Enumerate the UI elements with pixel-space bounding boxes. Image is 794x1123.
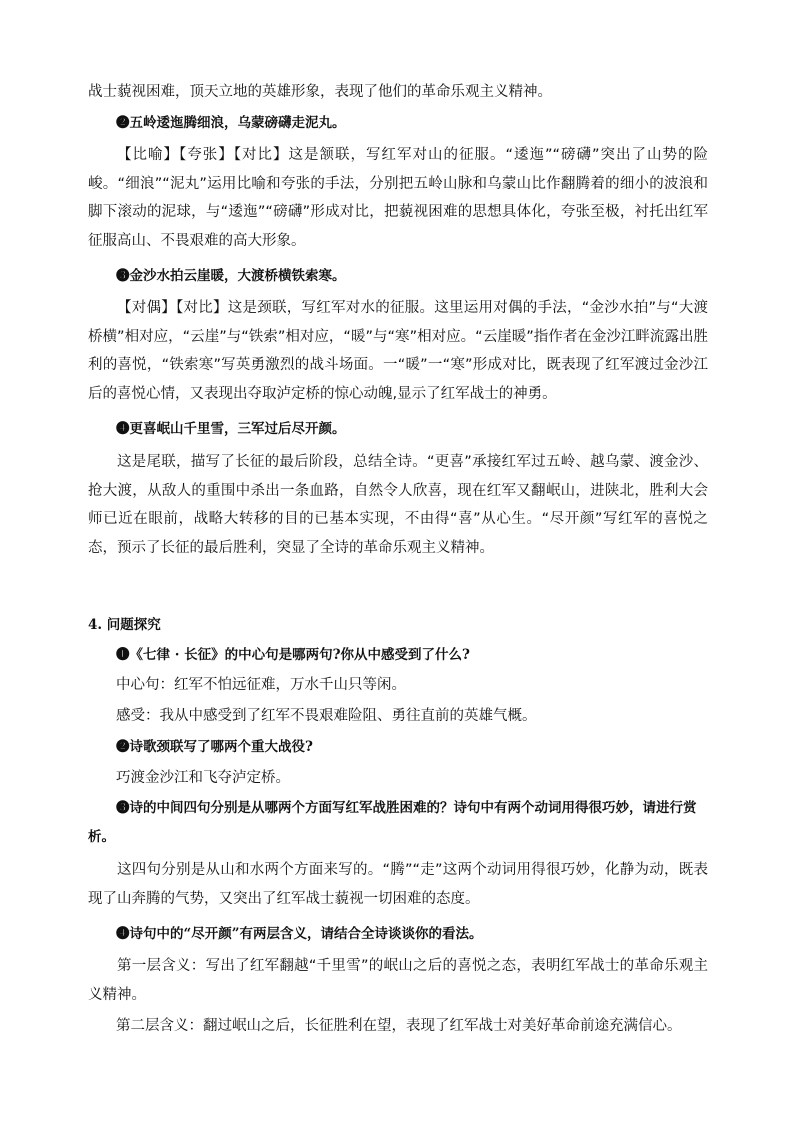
question-4: ❹诗句中的“尽开颜”有两层含义，请结合全诗谈谈你的看法。 [116,926,483,942]
question-2: ❷诗歌颈联写了哪两个重大战役? [116,739,313,755]
section-heading: 4. 问题探究 [88,617,161,633]
poem-line-4: ❹更喜岷山千里雪，三军过后尽开颜。 [116,421,346,437]
answer-4-first: 第一层含义：写出了红军翻越“千里雪”的岷山之后的喜悦之态，表明红军战士的革命乐观主义精神。 [88,958,708,1003]
answer-1-feeling: 感受：我从中感受到了红军不畏艰难险阻、勇往直前的英雄气概。 [116,708,537,724]
analysis-paragraph-3: 【对偶】【对比】这是颈联，写红军对水的征服。这里运用对偶的手法，“金沙水拍”与“大渡桥横”相对应，“云崖”与“铁索”相对应，“暖”与“寒”相对应。“云崖暖”指作者在金沙江畔流露出胜利的喜悦，“铁索寒”写英勇激烈的战斗场面。一“暖”一“寒”形成对比，既表现了红军渡过金沙江后的喜悦心情，又表现出夺取泸定桥的惊心动魄,显示了红军战士的神勇。 [88,300,708,402]
analysis-paragraph-4: 这是尾联，描写了长征的最后阶段，总结全诗。“更喜”承接红军过五岭、越乌蒙、渡金沙、抢大渡，从敌人的重围中杀出一条血路，自然令人欣喜，现在红军又翻岷山，进陕北，胜利大会师已近在眼前，战略大转移的目的已基本实现，不由得“喜”从心生。“尽开颜”写红军的喜悦之态，预示了长征的最后胜利，突显了全诗的革命乐观主义精神。 [88,454,708,556]
question-1: ❶《七律 · 长征》的中心句是哪两句?你从中感受到了什么? [116,647,470,663]
question-3: ❸诗的中间四句分别是从哪两个方面写红军战胜困难的？诗句中有两个动词用得很巧妙，请进行赏析。 [88,800,697,845]
paragraph-intro: 战士藐视困难，顶天立地的英雄形象，表现了他们的革命乐观主义精神。 [88,84,552,100]
analysis-paragraph-2: 【比喻】【夸张】【对比】这是颔联，写红军对山的征服。“逶迤”“磅礴”突出了山势的险峻。“细浪”“泥丸”运用比喻和夸张的手法，分别把五岭山脉和乌蒙山比作翻腾着的细小的波浪和脚下滚动的泥球，与“逶迤”“磅礴”形成对比，把藐视困难的思想具体化，夸张至极，衬托出红军征服高山、不畏艰难的高大形象。 [88,147,708,249]
poem-line-2: ❷五岭逶迤腾细浪，乌蒙磅礴走泥丸。 [116,115,346,131]
answer-3: 这四句分别是从山和水两个方面来写的。“腾”“走”这两个动词用得很巧妙，化静为动，既表现了山奔腾的气势，又突出了红军战士藐视一切困难的态度。 [88,862,708,907]
answer-2: 巧渡金沙江和飞夺泸定桥。 [116,770,290,786]
answer-4-second: 第二层含义：翻过岷山之后，长征胜利在望，表现了红军战士对美好革命前途充满信心。 [116,1018,682,1034]
answer-1-central: 中心句：红军不怕远征难，万水千山只等闲。 [116,677,406,693]
poem-line-3: ❸金沙水拍云崖暖，大渡桥横铁索寒。 [116,268,346,284]
